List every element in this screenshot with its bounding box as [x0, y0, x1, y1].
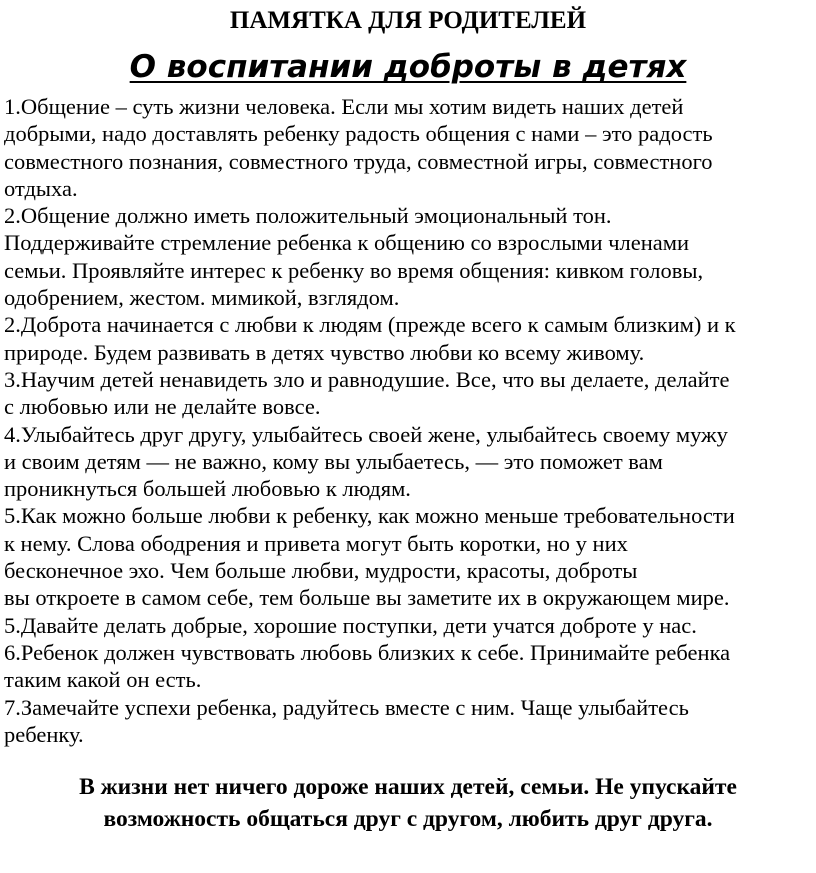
page-title: ПАМЯТКА ДЛЯ РОДИТЕЛЕЙ: [229, 7, 587, 34]
text-line: вы откроете в самом себе, тем больше вы заметите их в окружающем мире.: [4, 585, 730, 611]
text-line: 5.Давайте делать добрые, хорошие поступки, дети учатся доброте у нас.: [4, 612, 697, 638]
text-line: 2.Общение должно иметь положительный эмоциональный тон.: [4, 203, 612, 229]
text-line: одобрением, жестом. мимикой, взглядом.: [4, 285, 400, 311]
text-line: Поддерживайте стремление ребенка к общению со взрослыми членами: [4, 230, 690, 256]
text-line: таким какой он есть.: [4, 667, 202, 693]
text-line: ребенку.: [4, 721, 84, 747]
text-line: и своим детям — не важно, кому вы улыбаетесь, — это поможет вам: [4, 448, 663, 474]
text-line: 6.Ребенок должен чувствовать любовь близких к себе. Принимайте ребенка: [4, 639, 731, 665]
text-line: природе. Будем развивать в детях чувство любви ко всему живому.: [4, 339, 645, 365]
memo-body: [4, 93, 812, 748]
text-line: бесконечное эхо. Чем больше любви, мудрости, красоты, доброты: [4, 558, 638, 584]
text-line: к нему. Слова ободрения и привета могут быть коротки, но у них: [4, 530, 628, 556]
text-line: 7.Замечайте успехи ребенка, радуйтесь вместе с ним. Чаще улыбайтесь: [4, 694, 689, 720]
text-line: семьи. Проявляйте интерес к ребенку во время общения: кивком головы,: [4, 257, 704, 283]
text-line: 2.Доброта начинается с любви к людям (прежде всего к самым близким) и к: [4, 312, 736, 338]
text-line: 4.Улыбайтесь друг другу, улыбайтесь своей жене, улыбайтесь своему мужу: [4, 421, 728, 447]
conclusion-line: В жизни нет ничего дороже наших детей, семьи. Не упускайте: [79, 774, 737, 800]
text-line: отдыха.: [4, 175, 78, 201]
page-subtitle: О воспитании доброты в детях: [129, 49, 687, 85]
text-line: совместного познания, совместного труда, совместной игры, совместного: [4, 148, 713, 174]
text-line: добрыми, надо доставлять ребенку радость общения с нами – это радость: [4, 121, 713, 147]
text-line: с любовью или не делайте вовсе.: [4, 394, 321, 420]
conclusion-line: возможность общаться друг с другом, любить друг друга.: [103, 806, 713, 832]
text-line: 1.Общение – суть жизни человека. Если мы хотим видеть наших детей: [4, 94, 684, 119]
conclusion: [0, 771, 816, 835]
text-line: 3.Научим детей ненавидеть зло и равнодушие. Все, что вы делаете, делайте: [4, 366, 730, 392]
text-line: проникнуться большей любовью к людям.: [4, 476, 411, 502]
text-line: 5.Как можно больше любви к ребенку, как можно меньше требовательности: [4, 503, 735, 529]
